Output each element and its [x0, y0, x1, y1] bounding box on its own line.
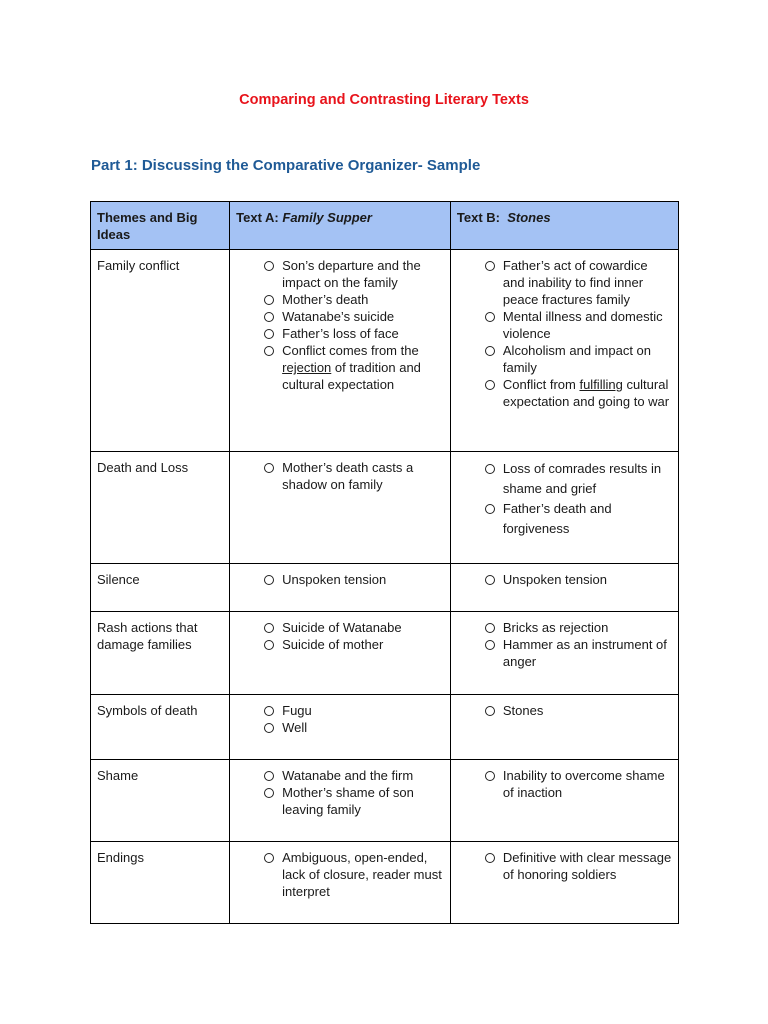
list-item-text: Mother’s death casts a shadow on family — [282, 460, 414, 492]
text-a-cell — [230, 760, 451, 842]
list-item — [481, 257, 672, 308]
text-b-cell — [450, 250, 678, 452]
list-item — [260, 636, 444, 653]
bullet-list — [457, 849, 672, 883]
list-item-text: Conflict from — [502, 377, 580, 392]
list-item — [260, 291, 444, 308]
list-item-text: Loss of comrades results in shame and grief — [502, 461, 662, 496]
list-item-text: Watanabe’s suicide — [282, 309, 395, 324]
list-item — [260, 571, 444, 588]
list-item — [481, 849, 672, 883]
circle-bullet-icon — [485, 464, 495, 474]
list-item-text: Bricks as rejection — [502, 620, 609, 635]
list-item — [260, 459, 444, 493]
table-row — [91, 612, 679, 695]
circle-bullet-icon — [264, 463, 274, 473]
theme-cell: Shame — [91, 760, 230, 842]
table-body — [91, 250, 679, 924]
list-item — [481, 376, 672, 410]
list-item — [260, 342, 444, 393]
circle-bullet-icon — [485, 575, 495, 585]
circle-bullet-icon — [264, 346, 274, 356]
circle-bullet-icon — [264, 788, 274, 798]
table-row — [91, 250, 679, 452]
circle-bullet-icon — [264, 329, 274, 339]
list-item — [481, 702, 672, 719]
bullet-list — [236, 571, 444, 588]
list-item-text: Mother’s death — [282, 292, 369, 307]
list-item-text: Inability to overcome shame of inaction — [502, 768, 665, 800]
circle-bullet-icon — [264, 295, 274, 305]
text-a-cell — [230, 612, 451, 695]
table-row — [91, 452, 679, 564]
list-item-text: Father’s death and forgiveness — [502, 501, 612, 536]
table-row — [91, 760, 679, 842]
list-item — [481, 499, 672, 539]
circle-bullet-icon — [485, 261, 495, 271]
list-item-text: Well — [282, 720, 308, 735]
header-text-a — [230, 202, 451, 250]
circle-bullet-icon — [264, 640, 274, 650]
circle-bullet-icon — [485, 853, 495, 863]
table-row — [91, 842, 679, 924]
list-item-text: Definitive with clear message of honoring soldiers — [502, 850, 672, 882]
list-item — [481, 571, 672, 588]
text-b-cell — [450, 452, 678, 564]
text-b-cell — [450, 760, 678, 842]
list-item-text: Unspoken tension — [282, 572, 387, 587]
list-item-text: Father’s loss of face — [282, 326, 399, 341]
list-item-underlined-text: rejection — [282, 360, 332, 375]
bullet-list — [457, 702, 672, 719]
list-item — [481, 459, 672, 499]
list-item — [481, 619, 672, 636]
table-row — [91, 564, 679, 612]
list-item — [260, 702, 444, 719]
theme-cell: Family conflict — [91, 250, 230, 452]
list-item-text: Hammer as an instrument of anger — [502, 637, 667, 669]
text-a-cell — [230, 695, 451, 760]
bullet-list — [236, 257, 444, 393]
bullet-list — [457, 571, 672, 588]
theme-cell: Symbols of death — [91, 695, 230, 760]
list-item-text: Alcoholism and impact on family — [502, 343, 652, 375]
list-item-text: Suicide of Watanabe — [282, 620, 402, 635]
list-item-text: of tradition and cultural expectation — [282, 360, 421, 392]
list-item-text: Watanabe and the firm — [282, 768, 414, 783]
list-item — [260, 719, 444, 736]
bullet-list — [236, 619, 444, 653]
header-text-a-title: Family Supper — [282, 210, 372, 225]
list-item-text: Son’s departure and the impact on the family — [282, 258, 421, 290]
circle-bullet-icon — [264, 723, 274, 733]
bullet-list — [457, 257, 672, 410]
table-header-row — [91, 202, 679, 250]
circle-bullet-icon — [264, 312, 274, 322]
circle-bullet-icon — [485, 504, 495, 514]
text-b-cell — [450, 842, 678, 924]
circle-bullet-icon — [264, 261, 274, 271]
bullet-list — [457, 459, 672, 539]
list-item — [260, 849, 444, 900]
circle-bullet-icon — [264, 575, 274, 585]
theme-cell: Rash actions that damage families — [91, 612, 230, 695]
list-item — [260, 257, 444, 291]
list-item — [260, 325, 444, 342]
list-item — [260, 619, 444, 636]
list-item-text: Stones — [502, 703, 544, 718]
theme-cell: Endings — [91, 842, 230, 924]
list-item-text: Mother’s shame of son leaving family — [282, 785, 414, 817]
header-themes: Themes and Big Ideas — [91, 202, 230, 250]
theme-cell: Death and Loss — [91, 452, 230, 564]
header-text-b-title: Stones — [507, 210, 551, 225]
circle-bullet-icon — [485, 640, 495, 650]
list-item — [260, 767, 444, 784]
circle-bullet-icon — [264, 623, 274, 633]
list-item-text: Unspoken tension — [502, 572, 607, 587]
text-b-cell — [450, 695, 678, 760]
list-item — [260, 784, 444, 818]
text-a-cell — [230, 250, 451, 452]
table-row — [91, 695, 679, 760]
list-item-text: Father’s act of cowardice and inability to find inner peace fractures family — [502, 258, 648, 307]
theme-cell: Silence — [91, 564, 230, 612]
circle-bullet-icon — [264, 706, 274, 716]
list-item-text: Mental illness and domestic violence — [502, 309, 663, 341]
circle-bullet-icon — [485, 380, 495, 390]
text-b-cell — [450, 564, 678, 612]
header-text-b — [450, 202, 678, 250]
list-item — [260, 308, 444, 325]
list-item-text: cultural expectation and going to war — [502, 377, 670, 409]
list-item-text: Conflict comes from the — [282, 343, 419, 358]
circle-bullet-icon — [264, 853, 274, 863]
list-item — [481, 342, 672, 376]
comparative-organizer-table — [90, 201, 679, 924]
bullet-list — [236, 767, 444, 818]
header-text-b-prefix: Text B: — [456, 210, 508, 225]
list-item-text: Ambiguous, open-ended, lack of closure, reader must interpret — [282, 850, 442, 899]
circle-bullet-icon — [264, 771, 274, 781]
circle-bullet-icon — [485, 706, 495, 716]
list-item — [481, 636, 672, 670]
list-item-text: Fugu — [282, 703, 312, 718]
text-a-cell — [230, 564, 451, 612]
bullet-list — [457, 767, 672, 801]
text-a-cell — [230, 452, 451, 564]
text-b-cell — [450, 612, 678, 695]
part-heading: Part 1: Discussing the Comparative Organizer- Sample — [91, 157, 481, 174]
circle-bullet-icon — [485, 346, 495, 356]
bullet-list — [236, 459, 444, 493]
bullet-list — [236, 702, 444, 736]
document-title: Comparing and Contrasting Literary Texts — [239, 92, 529, 108]
list-item-text: Suicide of mother — [282, 637, 384, 652]
header-text-a-prefix: Text A: — [236, 210, 283, 225]
circle-bullet-icon — [485, 771, 495, 781]
circle-bullet-icon — [485, 312, 495, 322]
bullet-list — [236, 849, 444, 900]
list-item-underlined-text: fulfilling — [579, 377, 623, 392]
list-item — [481, 308, 672, 342]
list-item — [481, 767, 672, 801]
circle-bullet-icon — [485, 623, 495, 633]
text-a-cell — [230, 842, 451, 924]
bullet-list — [457, 619, 672, 670]
